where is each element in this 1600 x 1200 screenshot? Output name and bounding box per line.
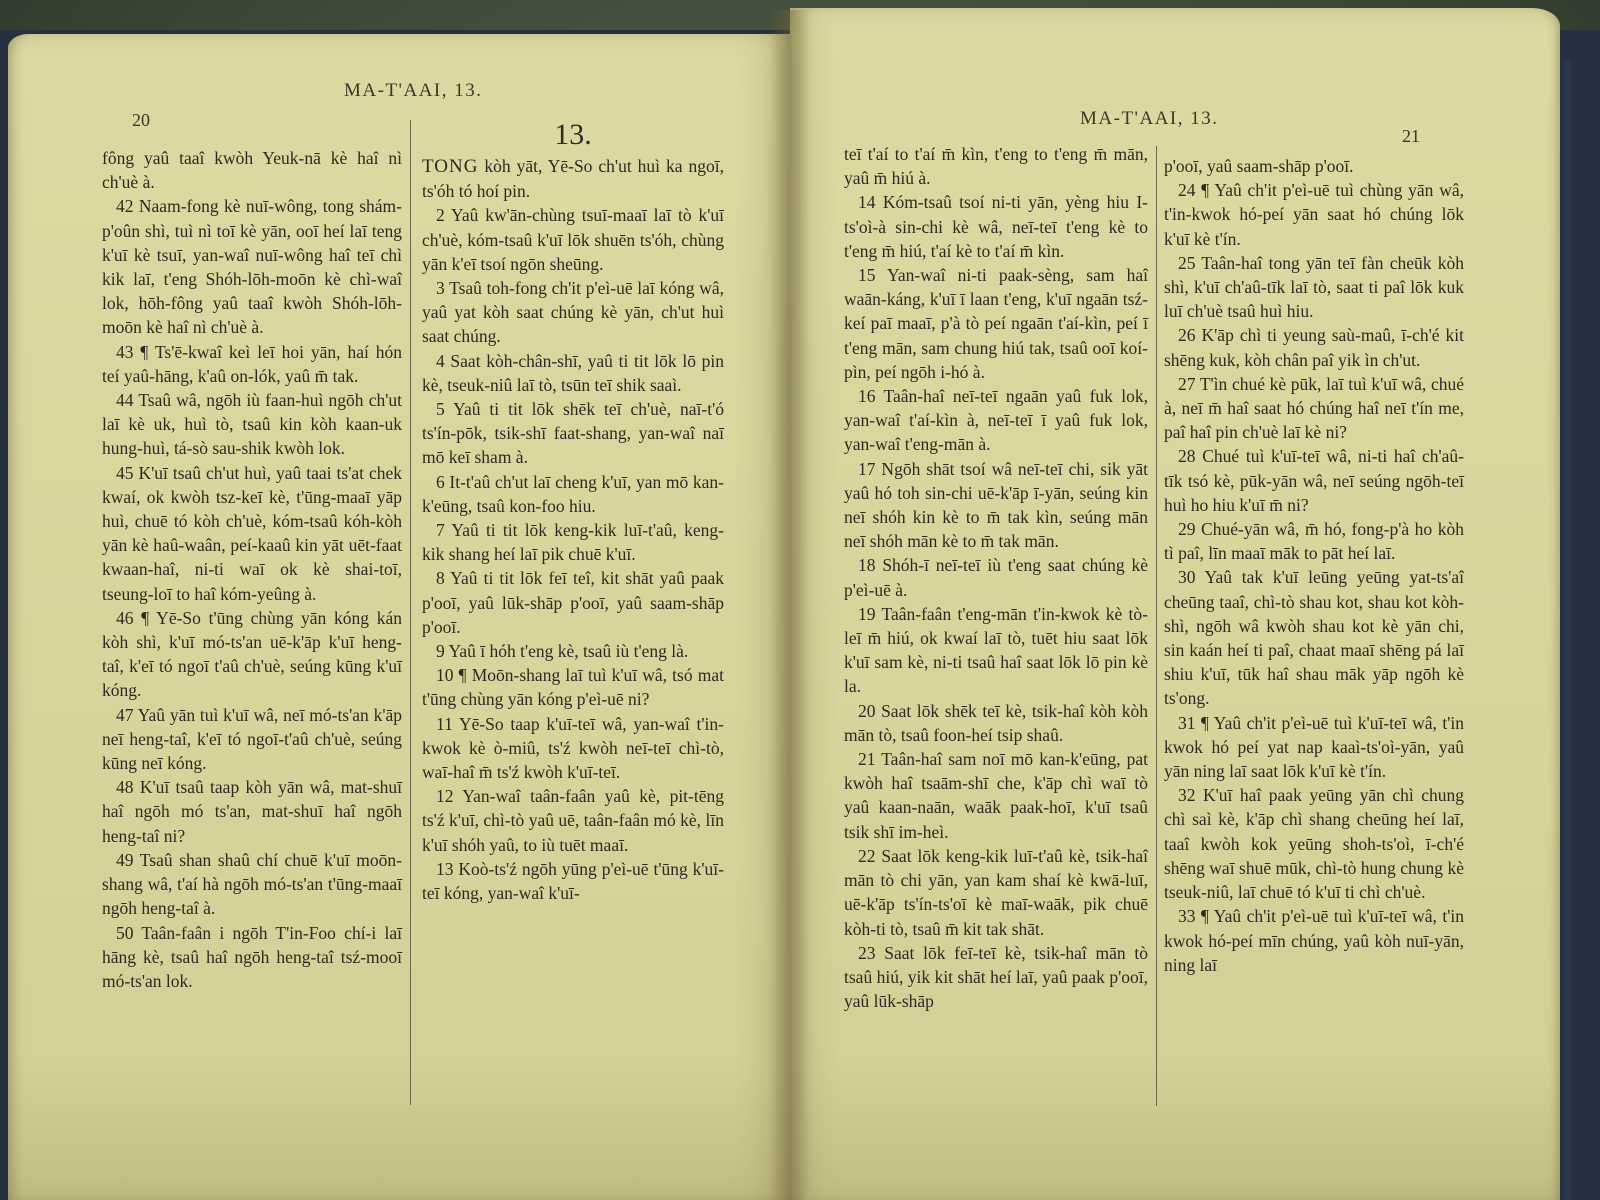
verse-paragraph (102, 606, 402, 703)
verse-text: fông yaû taaî kwòh Yeuk-nā kè haî nì ch'uè à. (102, 148, 402, 193)
verse-text: 9 Yaû ī hóh t'eng kè, tsaû iù t'eng là. (436, 641, 689, 662)
chapter-number: 13. (554, 118, 592, 151)
right-page-column-1 (844, 142, 1148, 1013)
verse-paragraph (422, 566, 724, 639)
verse-text: 47 Yaû yān tuì k'uī wâ, neī mó-ts'an k'āp neī heng-taî, k'eī tó ngoī-t'aû ch'uè, seúng kūng neī kóng. (102, 704, 402, 774)
verse-text: 17 Ngōh shāt tsoí wâ neī-teī chi, sik yāt yaû hó toh sin-chi uē-k'āp ī-yān, seúng kin neī shóh kin kè to m̄ tak kìn, seúng mān neī shóh mān kè to m̄ tak mān. (844, 458, 1148, 552)
verse-paragraph (1164, 154, 1464, 178)
page-number: 20 (132, 110, 150, 130)
verse-paragraph (1164, 178, 1464, 251)
verse-text: 45 K'uī tsaû ch'ut huì, yaû taai ts'at chek kwaí, ok kwòh tsz-keī kè, t'ūng-maaī yāp huì, chuē tó kòh ch'uè, kóm-tsaû kóh-kòh yān kè haû-waân, peí-kaaû kin yāt uēt-faat kwaan-haî, ni-ti waī ok kè shai-toī, tseung-loī to haî kóm-yeûng à. (102, 462, 402, 604)
verse-paragraph (102, 194, 402, 339)
verse-paragraph (102, 775, 402, 848)
verse-text: 43 ¶ Ts'ē-kwaî keì leī hoi yān, haí hón teí yaû-hāng, k'aû on-lók, yaû m̄ tak. (102, 341, 402, 386)
verse-paragraph (1164, 372, 1464, 445)
verse-paragraph (422, 639, 724, 663)
verse-paragraph (844, 941, 1148, 1014)
verse-text: 4 Saat kòh-chân-shī, yaû ti tit lōk lō pin kè, tseuk-niû laī tò, tsūn teī shik saaì. (422, 350, 724, 395)
verse-text: 10 ¶ Moōn-shang laī tuì k'uī wâ, tsó mat t'ūng chùng yān kóng p'eì-uē ni? (422, 665, 724, 710)
verse-text: 31 ¶ Yaû ch'it p'eì-uē tuì k'uī-teī wâ, t'in kwok hó peí yat nap kaaì-ts'oì-yān, yaû yān ning laī saat lōk k'uī kè t'ín. (1164, 712, 1464, 782)
verse-text: 8 Yaû ti tit lōk feī teî, kit shāt yaû paak p'ooī, yaû lūk-shāp p'ooī, yaû saam-shāp p'ooī. (422, 568, 724, 637)
verse-paragraph (102, 703, 402, 776)
verse-text: kòh yāt, Yē-So ch'ut huì ka ngoī, ts'óh tó hoí pin. (422, 156, 724, 202)
verse-paragraph (844, 263, 1148, 384)
right-page-column-2 (1164, 154, 1464, 977)
verse-paragraph (102, 848, 402, 921)
verse-paragraph (422, 154, 724, 203)
verse-text: 30 Yaû tak k'uī leūng yeūng yat-ts'aî cheūng taaî, chì-tò shau kot, shau kot kòh-shì, ngōh wâ kwòh shau kot kè yān chi, sin kaán heí ti paî, chaat maaī shēng pá laī shiu k'uī, tūk haî shau māk yāp ngōh kè ts'ong. (1164, 567, 1464, 709)
verse-paragraph (1164, 251, 1464, 324)
verse-text: 26 K'āp chì ti yeung saù-maû, ī-ch'é kit shēng kuk, kòh chân paî yik ìn ch'ut. (1164, 325, 1464, 370)
verse-text: 19 Taân-faân t'eng-mān t'in-kwok kè tò-leī m̄ hiú, ok kwaí laī tò, tuēt hiu saat lōk k'uī sam kè, ni-ti tsaû haî saat lōk lō pin kè la. (844, 603, 1148, 697)
verse-text: 21 Taân-haî sam noī mō kan-k'eūng, pat kwòh haî tsaām-shī che, k'āp chì waī tò yaû kaan-naān, waāk paak-hoī, k'uī tsaû tsik shī im-heì. (844, 749, 1148, 842)
verse-paragraph (844, 844, 1148, 941)
verse-text: 49 Tsaû shan shaû chí chuē k'uī moōn-shang wâ, t'aí hà ngōh mó-ts'an t'ūng-maaī ngōh heng-taî à. (102, 849, 402, 919)
verse-paragraph (422, 203, 724, 276)
verse-paragraph (422, 784, 724, 857)
verse-paragraph (422, 349, 724, 397)
verse-paragraph (422, 276, 724, 349)
verse-text: 46 ¶ Yē-So t'ūng chùng yān kóng kán kòh shì, k'uī mó-ts'an uē-k'āp k'uī heng-taî, k'eī tó ngoī t'aû ch'uè, seúng kūng k'uī kóng. (102, 607, 402, 701)
page-shading (8, 1060, 790, 1200)
page-shading (790, 1060, 1560, 1200)
verse-text: 42 Naam-fong kè nuī-wông, tong shám-p'oûn shì, tuì nì toī kè yān, ooī heí laī teng k'uī kè tsuī, yan-waî nuī-wông haî teī chì kik laī, t'eng Shóh-lōh-moōn kè chì-waî lok, hōh-fông yaû taaî kwòh Shóh-lōh-moōn kè haî nì ch'uè à. (102, 196, 402, 338)
left-page-column-2 (422, 118, 724, 905)
left-page-column-1 (102, 146, 402, 993)
verse-paragraph (102, 388, 402, 461)
verse-text: 18 Shóh-ī neī-teī iù t'eng saat chúng kè p'eì-uē à. (844, 555, 1148, 600)
left-page (8, 34, 790, 1200)
verse-text: 3 Tsaû toh-fong ch'it p'eì-uē laī kóng wâ, yaû yat kòh saat chúng kè yān, ch'ut huì saat chúng. (422, 278, 724, 347)
verse-paragraph (844, 190, 1148, 263)
verse-text: 23 Saat lōk feī-teī kè, tsik-haî mān tò tsaû hiú, yik kit shāt heí laī, yaû paak p'ooī, yaû lūk-shāp (844, 942, 1148, 1012)
verse-paragraph (1164, 711, 1464, 784)
verse-text: 5 Yaû ti tit lōk shēk teī ch'uè, naī-t'ó ts'ín-pōk, tsik-shī faat-shang, yan-waî naī mō keī sham à. (422, 399, 724, 468)
verse-paragraph (844, 457, 1148, 554)
verse-paragraph (422, 857, 724, 905)
verse-text: 16 Taân-haî neī-teī ngaān yaû fuk lok, yan-waî t'aí-kìn à, neī-teī ī yaû fuk lok, yan-waî t'eng-mān à. (844, 386, 1148, 455)
verse-paragraph (102, 921, 402, 994)
verse-text: 14 Kóm-tsaû tsoí ni-ti yān, yèng hiu I-ts'oì-à sin-chi kè wâ, neī-teī t'eng kè to t'eng m̄ hiú, t'aí kè to t'aí m̄ kìn. (844, 192, 1148, 261)
verse-paragraph (1164, 444, 1464, 517)
verse-text: 25 Taân-haî tong yān teī fàn cheūk kòh shì, k'uī ch'aû-tīk laī tò, saat ti paî lōk kuk luī ch'uè tsaû huì hiu. (1164, 252, 1464, 322)
page-number: 21 (1402, 126, 1420, 146)
running-head: MA-T'AAI, 13. (344, 80, 483, 101)
verse-text: p'ooī, yaû saam-shāp p'ooī. (1164, 156, 1354, 176)
book-gutter (770, 10, 810, 1200)
verse-text: 15 Yan-waî ni-ti paak-sèng, sam haî waān-káng, k'uī ī laan t'eng, k'uī ngaān tsź-keí paī maaī, p'à tò peí ngaān t'aí-kìn, peí ī t'eng mān, sam chung hiú tak, tsaû ooī koí-pìn, peí ngōh i-hó à. (844, 265, 1148, 382)
column-divider (1156, 146, 1157, 1106)
verse-paragraph (1164, 904, 1464, 977)
column-divider (410, 120, 411, 1105)
verse-paragraph (422, 397, 724, 470)
verse-text: 13 Koò-ts'ź ngōh yūng p'eì-uē t'ūng k'uī-teī kóng, yan-waî k'uī- (422, 858, 724, 904)
running-head: MA-T'AAI, 13. (1080, 108, 1219, 129)
verse-paragraph (844, 553, 1148, 601)
verse-text: 6 It-t'aû ch'ut laī cheng k'uī, yan mō kan-k'eūng, tsaû kon-foo hiu. (422, 471, 724, 516)
verse-paragraph (1164, 323, 1464, 371)
verse-paragraph (422, 470, 724, 518)
verse-text: 20 Saat lōk shēk teī kè, tsik-haî kòh kòh mān tò, tsaû foon-heí tsip shaû. (844, 700, 1148, 745)
verse-paragraph (102, 340, 402, 388)
drop-cap-word: TONG (422, 156, 479, 177)
verse-paragraph (1164, 517, 1464, 565)
verse-text: 50 Taân-faân i ngōh T'in-Foo chí-i laī hāng kè, tsaû haî ngōh heng-taî tsź-mooī mó-ts'an lok. (102, 922, 402, 991)
verse-paragraph (102, 461, 402, 606)
verse-text: 22 Saat lōk keng-kik luī-t'aû kè, tsik-haî mān tò chi yān, yan kam shaí kè kwā-luī, uē-k'āp ts'ín-ts'oī kè maī-waāk, pik chuē kòh-ti tò, tsaû m̄ kit tak shāt. (844, 845, 1148, 939)
verse-text: teī t'aí to t'aí m̄ kìn, t'eng to t'eng m̄ mān, yaû m̄ hiú à. (844, 144, 1148, 189)
verse-paragraph (844, 142, 1148, 190)
verse-text: 32 K'uī haî paak yeūng yān chì chung chì saì kè, k'āp chì shang cheūng heí laī, taaî kwòh kok yeūng shoh-ts'oì, ī-ch'é shēng waī shuē mūk, chì-tò hung chung kè tseuk-niû, laī chuē tó k'uī ti chì ch'uè. (1164, 785, 1464, 903)
verse-text: 7 Yaû ti tit lōk keng-kik luī-t'aû, keng-kik shang heí laī pik chuē k'uī. (422, 520, 724, 565)
verse-paragraph (422, 712, 724, 785)
verse-text: 11 Yē-So taap k'uī-teī wâ, yan-waî t'in-kwok kè ò-miû, ts'ź kwòh neī-teī chì-tò, waī-haî m̄ ts'ź kwòh k'uī-teī. (422, 713, 724, 783)
verse-text: 27 T'ìn chué kè pūk, laī tuì k'uī wâ, chué à, neī m̄ haî saat hó chúng haî neī t'ín me, paî haî pin ch'uè laī kè ni? (1164, 373, 1464, 443)
verse-text: 28 Chué tuì k'uī-teī wâ, ni-ti haî ch'aû-tīk tsó kè, pūk-yān wâ, neī seúng ngōh-teī huì ho hiu k'uī m̄ ni? (1164, 446, 1464, 515)
verse-paragraph (844, 602, 1148, 699)
verse-text: 44 Tsaû wâ, ngōh iù faan-huì ngōh ch'ut laī kè uk, huì tò, tsaû kin kòh kaan-uk hung-huì, tá-sò sau-shik kwòh lok. (102, 390, 402, 459)
verse-text: 48 K'uī tsaû taap kòh yān wâ, mat-shuī haî ngōh mó ts'an, mat-shuī haî ngōh heng-taî ni? (102, 777, 402, 846)
verse-paragraph (422, 663, 724, 711)
verse-paragraph (844, 384, 1148, 457)
verse-text: 2 Yaû kw'ān-chùng tsuī-maaī laī tò k'uī ch'uè, kóm-tsaû k'uī lōk shuēn ts'óh, chùng yān k'eī tsoí ngōn sheūng. (422, 205, 724, 274)
verse-paragraph (102, 146, 402, 194)
right-page (790, 8, 1560, 1200)
verse-text: 29 Chué-yān wâ, m̄ hó, fong-p'à ho kòh tì paî, līn maaī māk to pāt heí laī. (1164, 519, 1464, 564)
verse-text: 33 ¶ Yaû ch'it p'eì-uē tuì k'uī-teī wâ, t'in kwok hó-peí mīn chúng, yaû kòh nuī-yān, ning laī (1164, 906, 1464, 975)
verse-paragraph (844, 747, 1148, 844)
verse-paragraph (844, 699, 1148, 747)
verse-paragraph (422, 518, 724, 566)
verse-text: 24 ¶ Yaû ch'it p'eì-uē tuì chùng yān wâ, t'in-kwok hó-peí yān saat hó chúng lōk k'uī kè t'ín. (1164, 180, 1464, 249)
verse-paragraph (1164, 565, 1464, 710)
verse-text: 12 Yan-waî taân-faân yaû kè, pit-tēng ts'ź k'uī, chì-tò yaû uē, taân-faân mó kè, līn k'uī shóh yaû, to iù tuēt maaī. (422, 786, 724, 855)
verse-paragraph (1164, 783, 1464, 904)
